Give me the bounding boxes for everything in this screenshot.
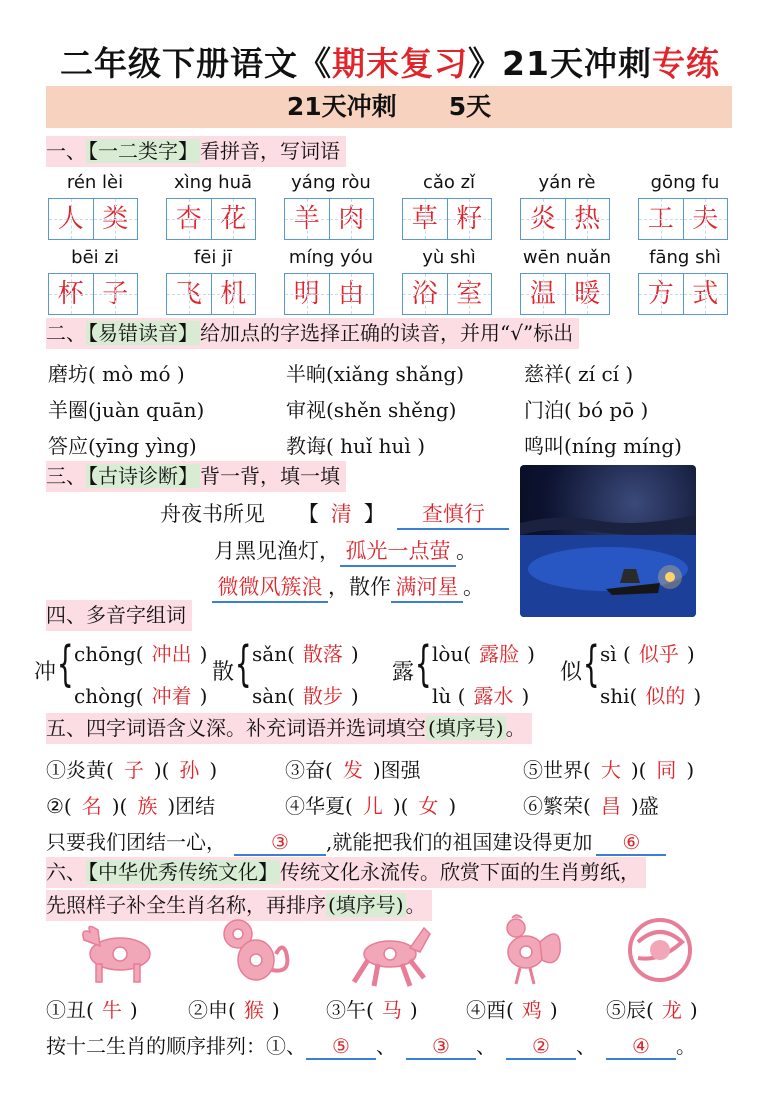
order-answer: ② — [506, 1034, 576, 1060]
paren: ) — [271, 998, 280, 1022]
pinyin-text: sǎn( — [252, 642, 295, 666]
word-answer: 冲着 — [151, 684, 192, 708]
reading-item: 审视(shěn shěng) — [286, 398, 457, 422]
answer-character: 夫 — [683, 199, 728, 239]
polyphone-row — [432, 638, 535, 667]
pinyin-label: cǎo zǐ — [422, 172, 476, 193]
order-label: 按十二生肖的顺序排列：①、 — [46, 1034, 306, 1058]
section-6-header — [46, 857, 646, 888]
tianzige-cell-pair — [520, 198, 610, 240]
polyphone-row — [252, 638, 359, 667]
idiom-text: ②( — [46, 794, 72, 818]
subtitle-left: 21天冲刺 — [286, 92, 397, 121]
pinyin-text: chòng( — [74, 684, 144, 708]
pinyin-text: sàn( — [252, 684, 295, 708]
word-answer: 散落 — [302, 642, 343, 666]
subtitle-bar — [46, 86, 732, 128]
zodiac-answer: 马 — [381, 998, 402, 1022]
pinyin-label: rén lèi — [66, 172, 124, 193]
paren: ) — [686, 642, 695, 666]
idiom-item-3 — [285, 754, 421, 783]
idiom-text: )盛 — [630, 794, 659, 818]
idiom-text: )团结 — [167, 794, 216, 818]
idiom-text: ) — [686, 758, 695, 782]
section-4-header — [46, 600, 192, 631]
section-5-header — [46, 713, 532, 744]
answer-character: 花 — [211, 199, 256, 239]
poem-title-line — [160, 498, 509, 530]
bracket: 】 — [363, 502, 385, 526]
polyphone-row — [74, 680, 207, 709]
answer-character: 温 — [521, 274, 565, 314]
idiom-text: ①炎黄( — [46, 758, 114, 782]
order-answer: ④ — [606, 1034, 676, 1060]
word-answer: 露水 — [473, 684, 514, 708]
poem-answer: 满河星 — [391, 571, 463, 603]
zodiac-order-line — [46, 1030, 696, 1060]
poem-text: 。 — [456, 539, 477, 563]
title-part: 》21天冲刺 — [468, 44, 652, 83]
section-instruction: 先照样子补全生肖名称，再排序 — [46, 893, 326, 917]
order-sep: 、 — [476, 1034, 496, 1058]
order-end: 。 — [676, 1034, 696, 1058]
pinyin-label: wēn nuǎn — [522, 247, 612, 268]
idiom-answer: 名 — [81, 794, 102, 818]
reading-item: 鸣叫(níng míng) — [524, 434, 682, 458]
zodiac-answer: 猴 — [243, 998, 264, 1022]
zodiac-branch: ②申( — [188, 998, 236, 1022]
horse-papercut-icon — [344, 920, 428, 990]
paren: ) — [527, 642, 535, 666]
idiom-text: ③奋( — [285, 758, 333, 782]
pinyin-label: míng yóu — [288, 247, 374, 268]
idiom-text: ) — [209, 758, 218, 782]
polyphone-char: 似 — [560, 660, 583, 685]
answer-character: 羊 — [285, 199, 329, 239]
bracket: 【 — [297, 502, 319, 526]
pinyin-label: yán rè — [538, 172, 596, 193]
section-number: 六、 — [46, 860, 86, 884]
reading-item: 门泊( bó pō ) — [524, 398, 649, 422]
answer-character: 杏 — [167, 199, 211, 239]
pinyin-label: fēi jī — [193, 247, 233, 268]
polyphone-row — [432, 680, 529, 709]
word-answer: 似乎 — [638, 642, 679, 666]
answer-character: 明 — [285, 274, 329, 314]
word-answer: 冲出 — [151, 642, 192, 666]
paren: ) — [129, 998, 138, 1022]
section-punct: 。 — [405, 893, 426, 917]
pinyin-label: xìng huā — [173, 172, 253, 193]
zodiac-name-item — [46, 994, 138, 1023]
paren: ) — [549, 998, 558, 1022]
pinyin-text: lù ( — [432, 684, 466, 708]
idiom-answer: 儿 — [362, 794, 383, 818]
pinyin-text: shi( — [600, 684, 638, 708]
section-tag: 【一二类字】 — [88, 139, 198, 163]
tianzige-cell-pair — [402, 273, 492, 315]
tianzige-cell-pair — [48, 273, 138, 315]
poem-line-1 — [214, 535, 477, 567]
sentence-answer: ③ — [234, 830, 326, 856]
tianzige-cell-pair — [638, 273, 728, 315]
idiom-item-6 — [523, 790, 659, 819]
reading-item: 半晌(xiǎng shǎng) — [286, 362, 464, 386]
idiom-item-4 — [285, 790, 456, 819]
answer-character: 人 — [49, 199, 93, 239]
section-instruction: 给加点的字选择正确的读音，并用“√”标出 — [200, 321, 574, 345]
paren: ) — [689, 998, 698, 1022]
poem-author: 查慎行 — [397, 498, 509, 530]
idiom-item-5 — [523, 754, 694, 783]
tianzige-cell-pair — [284, 273, 374, 315]
answer-character: 浴 — [403, 274, 447, 314]
idiom-text: )图强 — [372, 758, 421, 782]
word-answer: 散步 — [302, 684, 343, 708]
idiom-text: )( — [630, 758, 647, 782]
zodiac-branch: ③午( — [326, 998, 374, 1022]
poem-text: ，散作 — [328, 575, 391, 599]
tianzige-cell-pair — [284, 198, 374, 240]
dragon-papercut-icon — [618, 912, 702, 982]
idiom-text: )( — [153, 758, 170, 782]
sentence-text: 只要我们团结一心， — [46, 830, 226, 854]
poem-answer: 孤光一点萤 — [340, 535, 456, 567]
paren: ) — [521, 684, 530, 708]
polyphone-row — [74, 638, 207, 667]
poem-answer: 微微风簇浪 — [212, 571, 328, 603]
zodiac-name-item — [188, 994, 280, 1023]
idiom-item-2 — [46, 790, 215, 819]
zodiac-branch: ①丑( — [46, 998, 94, 1022]
section-tag: (填序号) — [328, 893, 404, 917]
reading-item: 答应(yīng yìng) — [48, 434, 197, 458]
section-instruction: 背一背，填一填 — [200, 464, 340, 488]
polyphone-char: 散 — [212, 660, 235, 685]
paren: ) — [350, 642, 359, 666]
brace-icon: { — [234, 636, 252, 692]
page-title — [0, 38, 780, 85]
order-sep: 、 — [576, 1034, 596, 1058]
idiom-answer: 发 — [342, 758, 363, 782]
zodiac-branch: ⑤辰( — [606, 998, 654, 1022]
tianzige-cell-pair — [520, 273, 610, 315]
polyphone-row — [252, 680, 359, 709]
tianzige-cell-pair — [166, 273, 256, 315]
monkey-papercut-icon — [212, 914, 296, 984]
polyphone-row — [600, 680, 701, 709]
reading-item: 磨坊( mò mó ) — [48, 362, 185, 386]
paren: ) — [693, 684, 702, 708]
answer-character: 方 — [639, 274, 683, 314]
pinyin-label: yù shì — [422, 247, 476, 268]
poem-text: 。 — [463, 575, 484, 599]
answer-character: 机 — [211, 274, 256, 314]
order-sep: 、 — [376, 1034, 396, 1058]
idiom-item-1 — [46, 754, 217, 783]
zodiac-answer: 龙 — [661, 998, 682, 1022]
section-punct: 。 — [505, 716, 526, 740]
zodiac-answer: 牛 — [101, 998, 122, 1022]
idiom-text: ) — [448, 794, 457, 818]
brace-icon: { — [56, 636, 74, 692]
answer-character: 类 — [93, 199, 138, 239]
tianzige-cell-pair — [166, 198, 256, 240]
polyphone-char: 冲 — [34, 660, 57, 685]
subtitle-right: 5天 — [448, 92, 492, 121]
reading-item: 教诲( huǐ huì ) — [286, 434, 425, 458]
title-highlight: 专练 — [651, 44, 720, 83]
poem-dynasty: 清 — [330, 502, 352, 526]
answer-character: 子 — [93, 274, 138, 314]
pinyin-text: chōng( — [74, 642, 144, 666]
pinyin-label: gōng fu — [650, 172, 720, 193]
section-tag: 【古诗诊断】 — [88, 464, 198, 488]
tianzige-cell-pair — [48, 198, 138, 240]
brace-icon: { — [414, 636, 432, 692]
tianzige-cell-pair — [638, 198, 728, 240]
paren: ) — [199, 684, 208, 708]
idiom-answer: 昌 — [600, 794, 621, 818]
section-number: 一、 — [46, 139, 86, 163]
idiom-answer: 同 — [656, 758, 677, 782]
title-part: 二年级下册语文《 — [60, 44, 333, 83]
title-highlight: 期末复习 — [332, 44, 469, 83]
idiom-text: ④华夏( — [285, 794, 353, 818]
zodiac-name-item — [606, 994, 698, 1023]
reading-item: 羊圈(juàn quān) — [48, 398, 205, 422]
idiom-answer: 孙 — [179, 758, 200, 782]
idiom-answer: 子 — [123, 758, 144, 782]
paren: ) — [199, 642, 208, 666]
word-answer: 露脸 — [479, 642, 520, 666]
section-title: 五、四字词语含义深。补充词语并选词填空 — [46, 716, 426, 740]
answer-character: 杯 — [49, 274, 93, 314]
idiom-text: ⑥繁荣( — [523, 794, 591, 818]
ox-papercut-icon — [76, 918, 160, 988]
pinyin-label: bēi zi — [71, 247, 119, 268]
section-3-header — [46, 461, 346, 492]
poem-line-2 — [212, 571, 484, 603]
idiom-answer: 大 — [600, 758, 621, 782]
answer-character: 籽 — [447, 199, 492, 239]
idiom-answer: 族 — [137, 794, 158, 818]
zodiac-name-item — [466, 994, 558, 1023]
zodiac-name-item — [326, 994, 418, 1023]
idiom-text: )( — [392, 794, 409, 818]
section-tag: 【易错读音】 — [88, 321, 198, 345]
idiom-text: )( — [111, 794, 128, 818]
answer-character: 室 — [447, 274, 492, 314]
order-answer: ⑤ — [306, 1034, 376, 1060]
night-boat-illustration — [520, 465, 696, 617]
idiom-text: ⑤世界( — [523, 758, 591, 782]
tianzige-cell-pair — [402, 198, 492, 240]
pinyin-text: sì ( — [600, 642, 631, 666]
pinyin-label: fāng shì — [649, 247, 721, 268]
answer-character: 炎 — [521, 199, 565, 239]
answer-character: 式 — [683, 274, 728, 314]
zodiac-answer: 鸡 — [521, 998, 542, 1022]
brace-icon: { — [582, 636, 600, 692]
sentence-answer: ⑥ — [596, 830, 666, 856]
answer-character: 草 — [403, 199, 447, 239]
idiom-answer: 女 — [418, 794, 439, 818]
pinyin-text: lòu( — [432, 642, 472, 666]
answer-character: 工 — [639, 199, 683, 239]
answer-character: 肉 — [329, 199, 374, 239]
polyphone-row — [600, 638, 695, 667]
word-answer: 似的 — [645, 684, 686, 708]
polyphone-char: 露 — [392, 660, 415, 685]
section-number: 三、 — [46, 464, 86, 488]
poem-text: 月黑见渔灯， — [214, 539, 340, 563]
section-tag: (填序号) — [428, 716, 504, 740]
answer-character: 热 — [565, 199, 610, 239]
section-number: 二、 — [46, 321, 86, 345]
section-1-header — [46, 136, 346, 167]
answer-character: 暖 — [565, 274, 610, 314]
reading-item: 慈祥( zí cí ) — [524, 362, 634, 386]
section-tag: 【中华优秀传统文化】 — [88, 860, 278, 884]
poem-title: 舟夜书所见 — [160, 502, 265, 526]
fill-sentence — [46, 826, 666, 856]
rooster-papercut-icon — [486, 912, 570, 982]
section-instruction: 看拼音，写词语 — [200, 139, 340, 163]
section-2-header — [46, 318, 579, 349]
order-answer: ③ — [406, 1034, 476, 1060]
section-title: 四、多音字组词 — [46, 603, 186, 627]
answer-character: 飞 — [167, 274, 211, 314]
zodiac-branch: ④酉( — [466, 998, 514, 1022]
section-instruction: 传统文化永流传。欣赏下面的生肖剪纸， — [280, 860, 640, 884]
sentence-text: ,就能把我们的祖国建设得更加 — [326, 830, 593, 854]
pinyin-label: yáng ròu — [291, 172, 371, 193]
paren: ) — [350, 684, 359, 708]
paren: ) — [409, 998, 418, 1022]
answer-character: 由 — [329, 274, 374, 314]
